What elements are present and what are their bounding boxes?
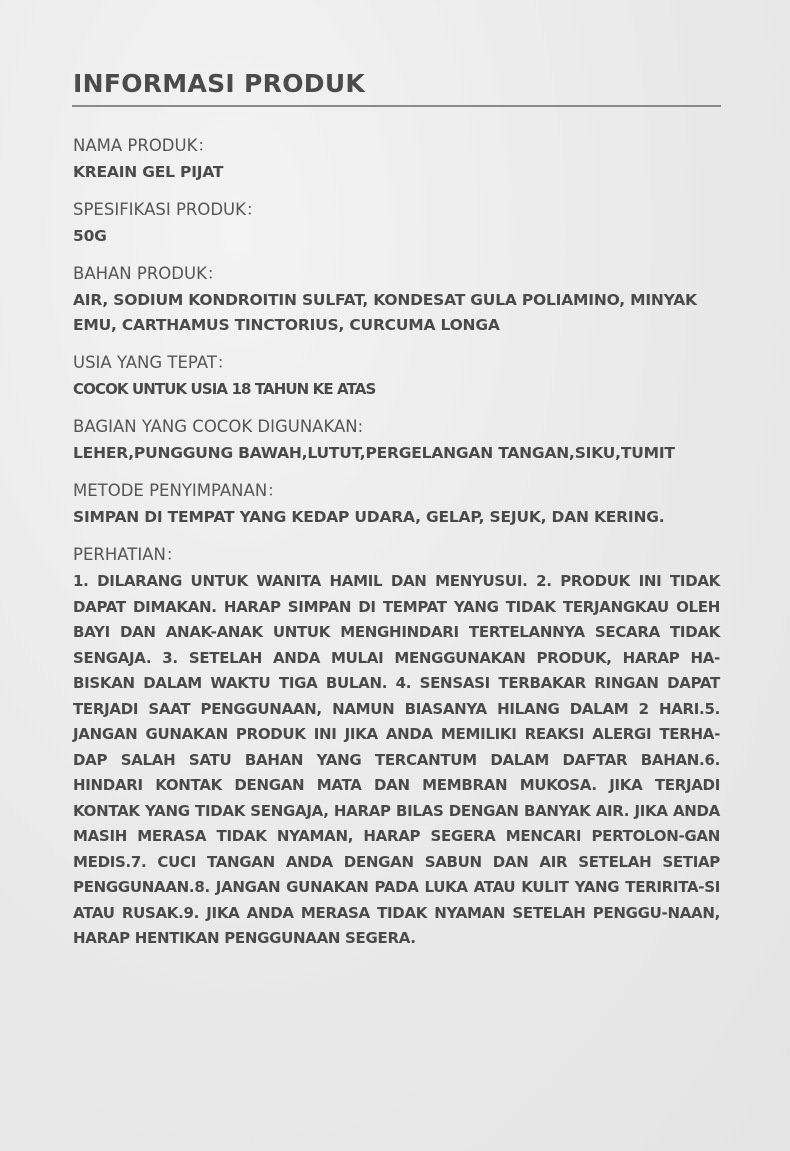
field-label: METODE PENYIMPANAN： — [73, 481, 284, 500]
field-value: COCOK UNTUK USIA 18 TAHUN KE ATAS — [73, 380, 376, 398]
page-title: INFORMASI PRODUK — [73, 69, 366, 98]
field-value: KREAIN GEL PIJAT — [73, 163, 224, 181]
field-usage-areas — [73, 416, 720, 466]
field-value: AIR, SODIUM KONDROITIN SULFAT, KONDESAT GULA POLIAMINO, MINYAK EMU, CARTHAMUS TINCTORIUS, CURCUMA LONGA — [73, 291, 697, 334]
title-divider — [72, 105, 721, 107]
field-warnings — [73, 544, 720, 952]
field-label: NAMA PRODUK： — [73, 136, 214, 155]
field-label: BAGIAN YANG COCOK DIGUNAKAN: — [73, 417, 364, 436]
field-value: 50G — [73, 227, 107, 245]
field-label: USIA YANG TEPAT： — [73, 353, 234, 372]
field-value: SIMPAN DI TEMPAT YANG KEDAP UDARA, GELAP, SEJUK, DAN KERING. — [73, 508, 665, 526]
field-ingredients — [73, 263, 720, 338]
field-specification — [73, 199, 720, 249]
field-label: SPESIFIKASI PRODUK： — [73, 200, 263, 219]
field-value: 1. DILARANG UNTUK WANITA HAMIL DAN MENYUSUI. 2. PRODUK INI TIDAK DAPAT DIMAKAN. HARAP SIMPAN DI TEMPAT YANG TIDAK TERJANGKAU OLEH BAYI DAN ANAK-ANAK UNTUK MENGHINDARI TERTELANNYA SECARA TIDAK SENGAJA. 3. SETELAH ANDA MULAI MENGGUNAKAN PRODUK, HARAP HA-BISKAN DALAM WAKTU TIGA BULAN. 4. SENSASI TERBAKAR RINGAN DAPAT TERJADI SAAT PENGGUNAAN, NAMUN BIASANYA HILANG DALAM 2 HARI.5. JANGAN GUNAKAN PRODUK INI JIKA ANDA MEMILIKI REAKSI ALERGI TERHA-DAP SALAH SATU BAHAN YANG TERCANTUM DALAM DAFTAR BAHAN.6. HINDARI KONTAK DENGAN MATA DAN MEMBRAN MUKOSA. JIKA TERJADI KONTAK YANG TIDAK SENGAJA, HARAP BILAS DENGAN BANYAK AIR. JIKA ANDA MASIH MERASA TIDAK NYAMAN, HARAP SEGERA MENCARI PERTOLON-GAN MEDIS.7. CUCI TANGAN ANDA DENGAN SABUN DAN AIR SETELAH SETIAP PENGGUNAAN.8. JANGAN GUNAKAN PADA LUKA ATAU KULIT YANG TERIRITA-SI ATAU RUSAK.9. JIKA ANDA MERASA TIDAK NYAMAN SETELAH PENGGU-NAAN, HARAP HENTIKAN PENGGUNAAN SEGERA. — [73, 572, 720, 947]
field-value: LEHER,PUNGGUNG BAWAH,LUTUT,PERGELANGAN TANGAN,SIKU,TUMIT — [73, 444, 675, 462]
field-suitable-age — [73, 352, 720, 402]
field-label: BAHAN PRODUK： — [73, 264, 224, 283]
field-product-name — [73, 135, 720, 185]
field-label: PERHATIAN： — [73, 545, 183, 564]
field-storage-method — [73, 480, 720, 530]
